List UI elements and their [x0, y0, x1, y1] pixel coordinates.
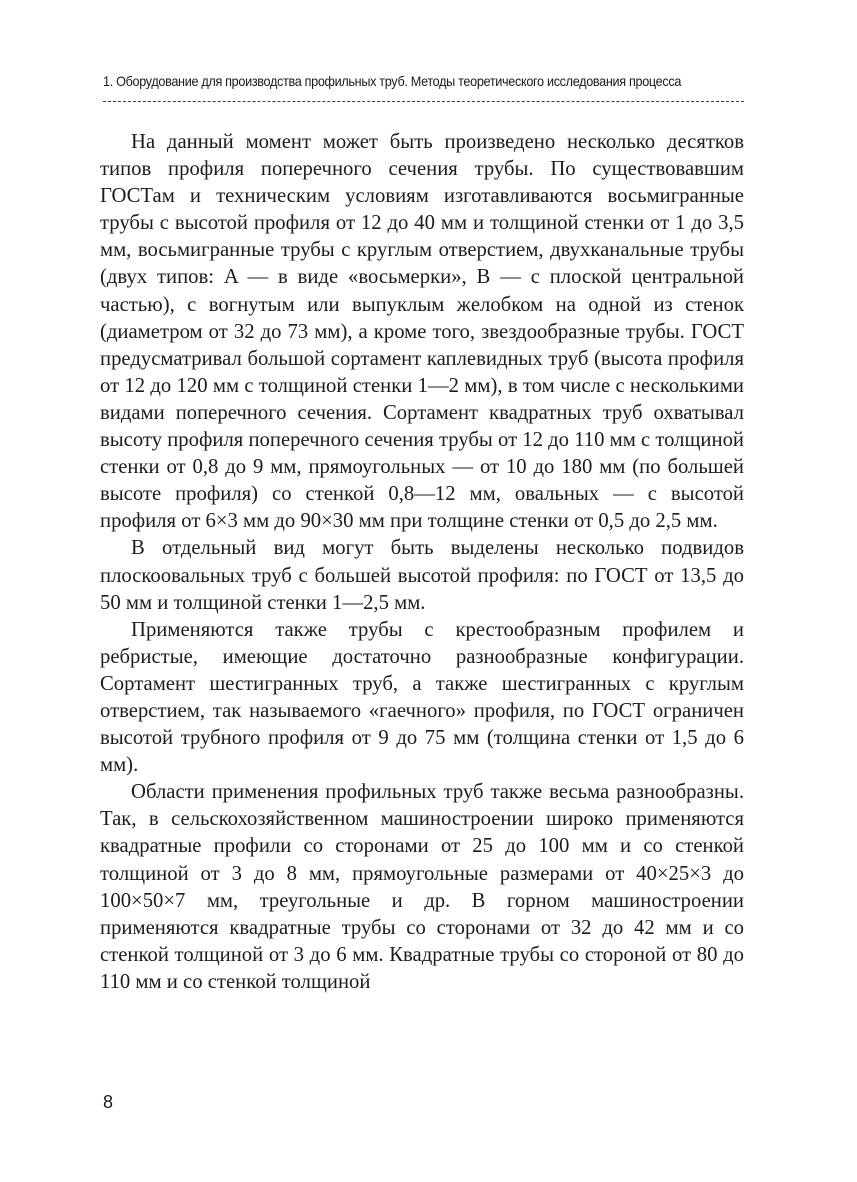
- header-divider: [103, 101, 744, 102]
- paragraph-4: Области применения профильных труб также весьма разнообразны. Так, в сельскохозяйственном машиностроении широко применяются квадратные профили со сторонами от 25 до 100 мм и со стенкой толщиной от 3 до 8 мм, прямоугольные размерами от 40×25×3 до 100×50×7 мм, треугольные и др. В горном машиностроении применяются квадратные трубы со сторонами от 32 до 42 мм и со стенкой толщиной от 3 до 6 мм. Квадратные трубы со стороной от 80 до 110 мм и со стенкой толщиной: [100, 781, 744, 993]
- page-number: 8: [103, 1092, 114, 1112]
- paragraph-3: Применяются также трубы с крестообразным профилем и ребристые, имеющие достаточно разнообразные конфигурации. Сортамент шестигранных труб, а также шестигранных с круглым отверстием, так называемого «гаечного» профиля, по ГОСТ ограничен высотой трубного профиля от 9 до 75 мм (толщина стенки от 1,5 до 6 мм).: [100, 618, 744, 777]
- running-header: 1. Оборудование для производства профильных труб. Методы теоретического исследования процесса: [103, 74, 682, 89]
- paragraph-2: В отдельный вид могут быть выделены несколько подвидов плоскоовальных труб с большей высотой профиля: по ГОСТ от 13,5 до 50 мм и толщиной стенки 1—2,5 мм.: [100, 537, 744, 614]
- main-text: [100, 129, 744, 996]
- paragraph-1: На данный момент может быть произведено несколько десятков типов профиля поперечного сечения трубы. По существовавшим ГОСТам и техническим условиям изготавливаются восьмигранные трубы с высотой профиля от 12 до 40 мм и толщиной стенки от 1 до 3,5 мм, восьмигранные трубы с круглым отверстием, двухканальные трубы (двух типов: A — в виде «восьмерки», B — с плоской центральной частью), с вогнутым или выпуклым желобком на одной из стенок (диаметром от 32 до 73 мм), а кроме того, звездообразные трубы. ГОСТ предусматривал большой сортамент каплевидных труб (высота профиля от 12 до 120 мм с толщиной стенки 1—2 мм), в том числе с несколькими видами поперечного сечения. Сортамент квадратных труб охватывал высоту профиля поперечного сечения трубы от 12 до 110 мм с толщиной стенки от 0,8 до 9 мм, прямоугольных — от 10 до 180 мм (по большей высоте профиля) со стенкой 0,8—12 мм, овальных — с высотой профиля от 6×3 мм до 90×30 мм при толщине стенки от 0,5 до 2,5 мм.: [100, 131, 744, 533]
